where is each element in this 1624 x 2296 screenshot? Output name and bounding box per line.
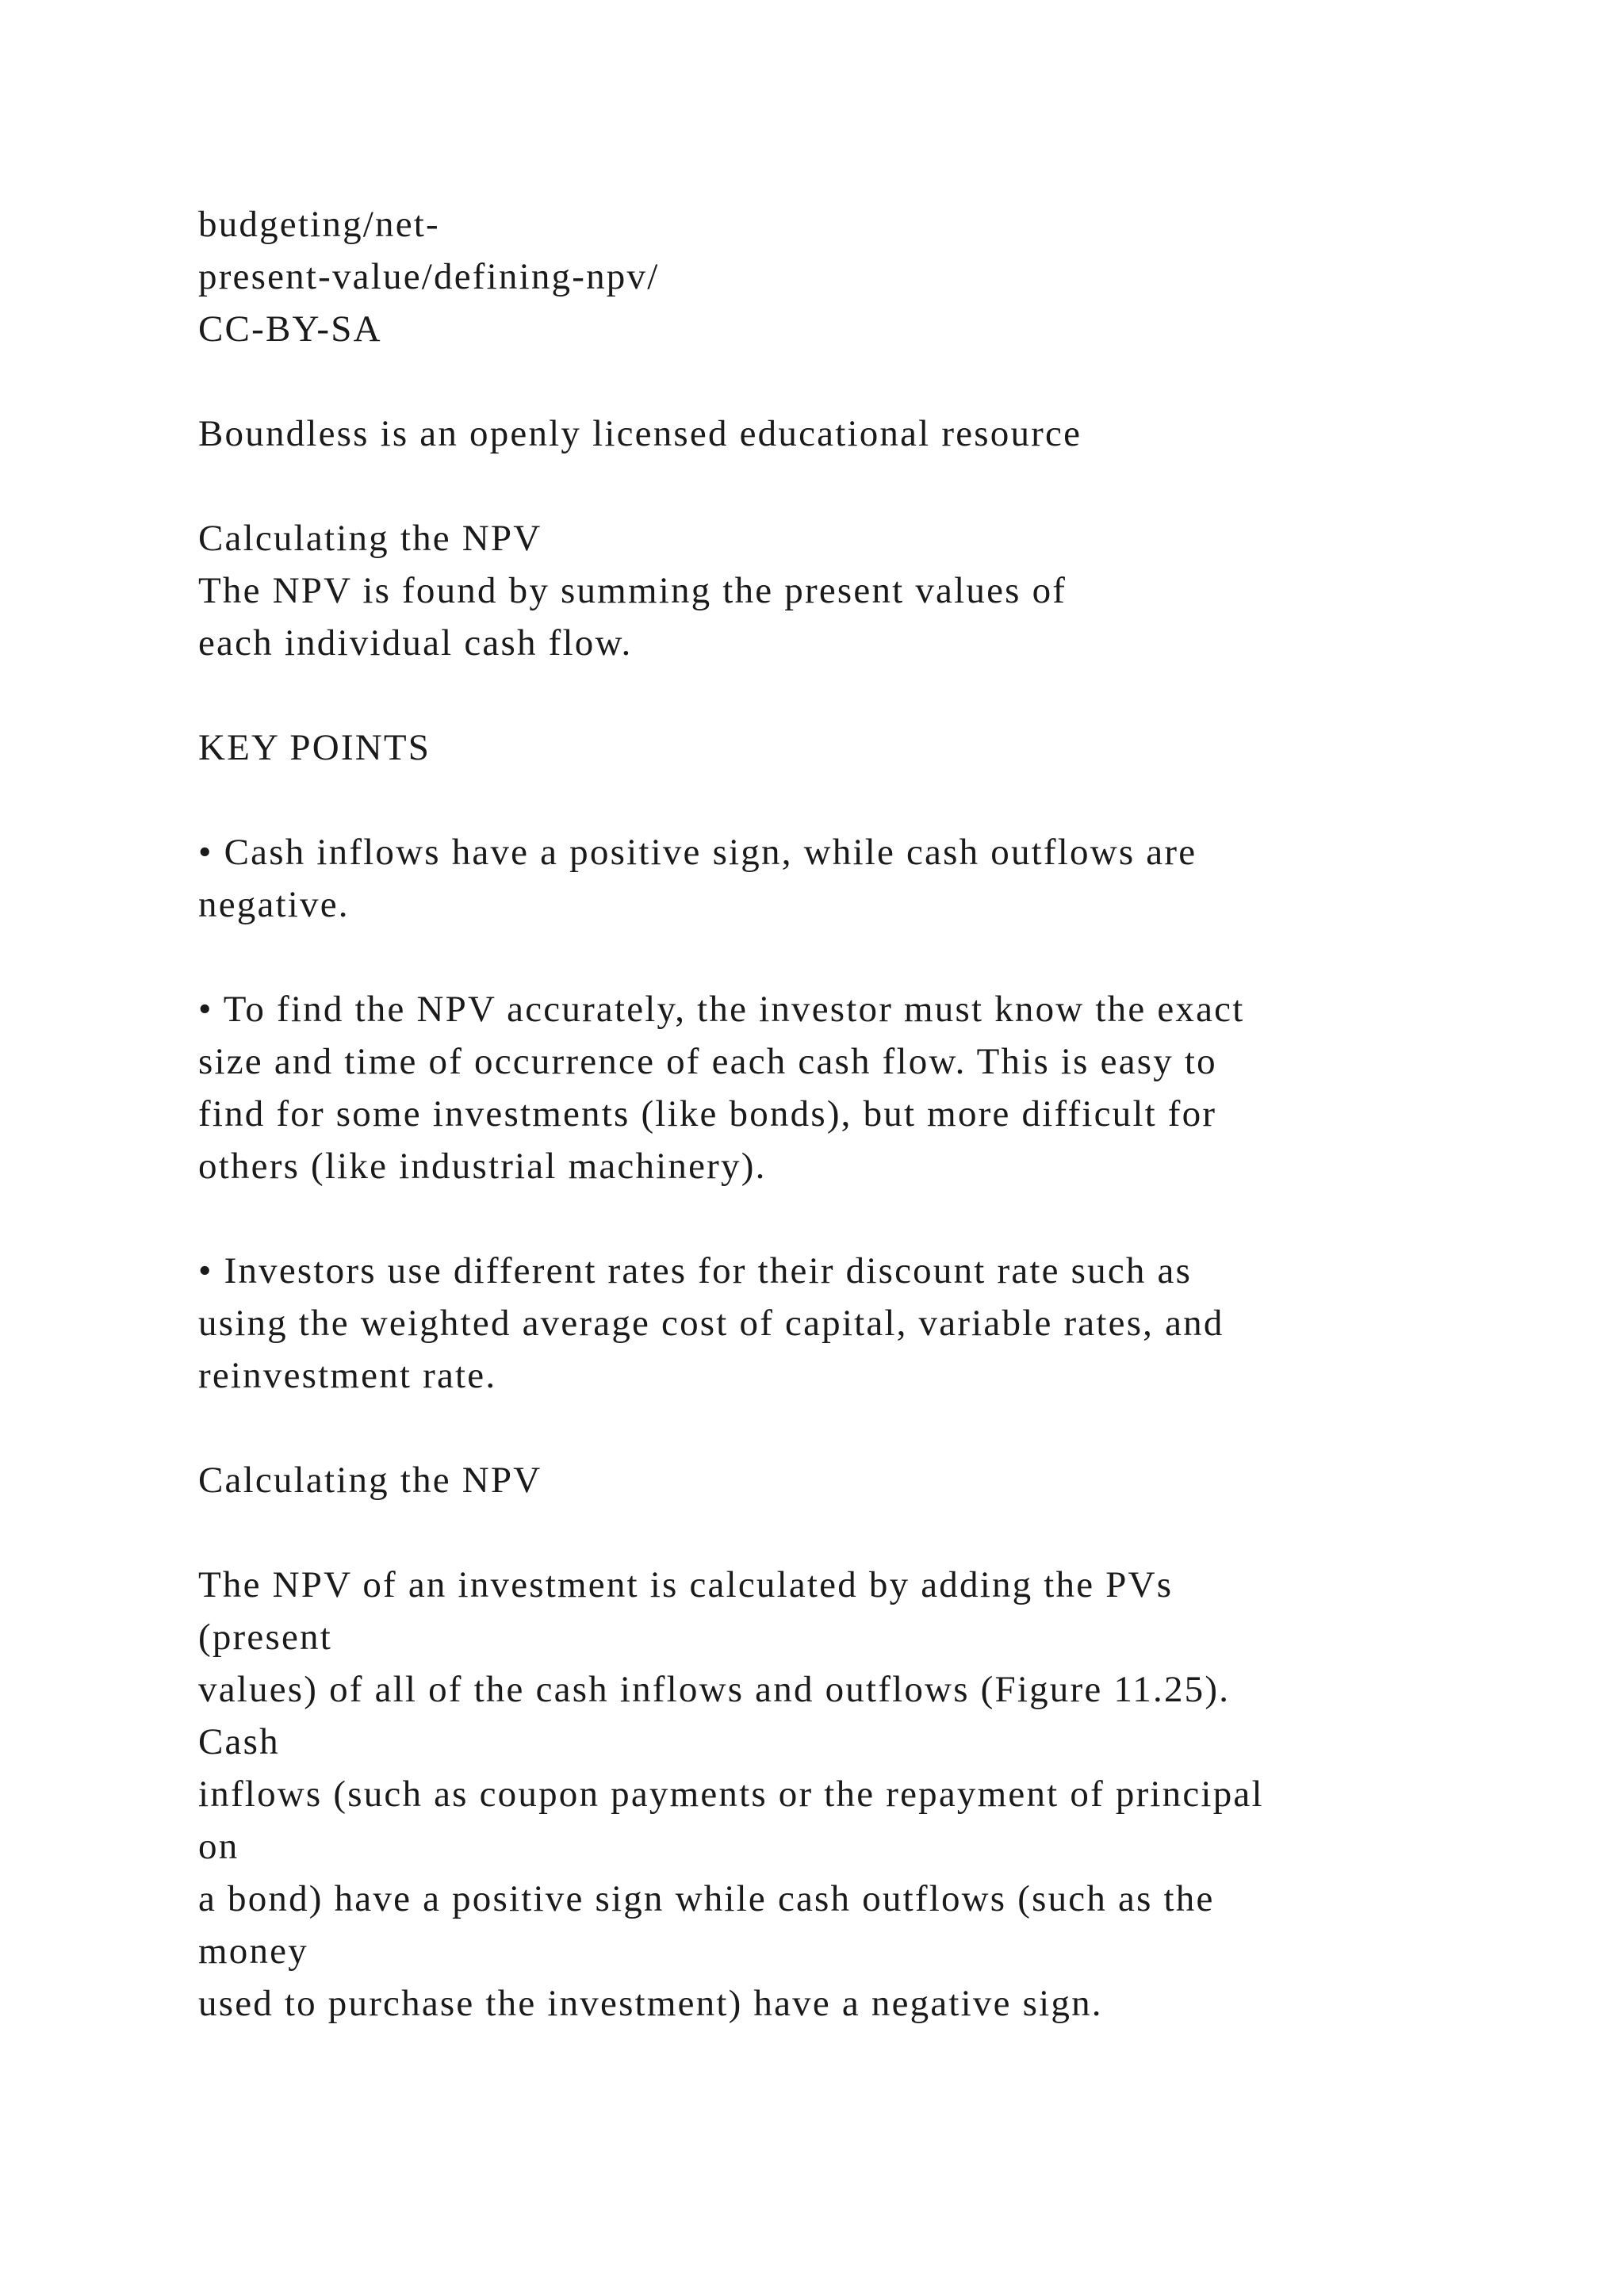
summary-line: each individual cash flow. <box>198 622 633 664</box>
body-line: The NPV of an investment is calculated by adding the PVs <box>198 1564 1174 1605</box>
key-point-line: others (like industrial machinery). <box>198 1146 767 1187</box>
license-text: CC-BY-SA <box>198 308 382 350</box>
key-point-line: negative. <box>198 884 350 925</box>
key-point-line: find for some investments (like bonds), but more difficult for <box>198 1093 1217 1135</box>
body-line: money <box>198 1931 308 1972</box>
spacer <box>198 669 1467 721</box>
key-point-line: • To find the NPV accurately, the investor must know the exact <box>198 989 1245 1030</box>
spacer <box>198 1192 1467 1245</box>
key-point-line: • Investors use different rates for their discount rate such as <box>198 1250 1193 1292</box>
attribution-text: Boundless is an openly licensed educational resource <box>198 413 1082 454</box>
spacer <box>198 774 1467 826</box>
body-line: a bond) have a positive sign while cash outflows (such as the <box>198 1878 1215 1919</box>
summary-line: The NPV is found by summing the present values of <box>198 570 1067 611</box>
source-url-line: budgeting/net- <box>198 204 440 245</box>
body-line: values) of all of the cash inflows and outflows (Figure 11.25). <box>198 1669 1231 1710</box>
section-title: Calculating the NPV <box>198 1460 542 1501</box>
body-paragraph <box>198 1559 1467 2030</box>
section-title: Calculating the NPV <box>198 518 542 559</box>
key-point-item <box>198 983 1467 1192</box>
key-point-line: reinvestment rate. <box>198 1355 497 1396</box>
spacer <box>198 355 1467 408</box>
body-line: on <box>198 1826 239 1867</box>
spacer <box>198 1402 1467 1454</box>
body-line: Cash <box>198 1721 280 1762</box>
key-point-item <box>198 1245 1467 1402</box>
key-points-heading: KEY POINTS <box>198 727 431 768</box>
body-line: (present <box>198 1617 332 1658</box>
spacer <box>198 1506 1467 1559</box>
body-line: inflows (such as coupon payments or the repayment of principal <box>198 1774 1264 1815</box>
source-url-line: present-value/defining-npv/ <box>198 256 660 297</box>
spacer <box>198 460 1467 512</box>
key-point-line: using the weighted average cost of capital, variable rates, and <box>198 1303 1224 1344</box>
key-point-line: • Cash inflows have a positive sign, while cash outflows are <box>198 832 1197 873</box>
key-point-line: size and time of occurrence of each cash flow. This is easy to <box>198 1041 1217 1082</box>
body-line: used to purchase the investment) have a negative sign. <box>198 1983 1103 2024</box>
document-page <box>198 198 1467 2030</box>
key-point-item <box>198 826 1467 931</box>
spacer <box>198 931 1467 983</box>
